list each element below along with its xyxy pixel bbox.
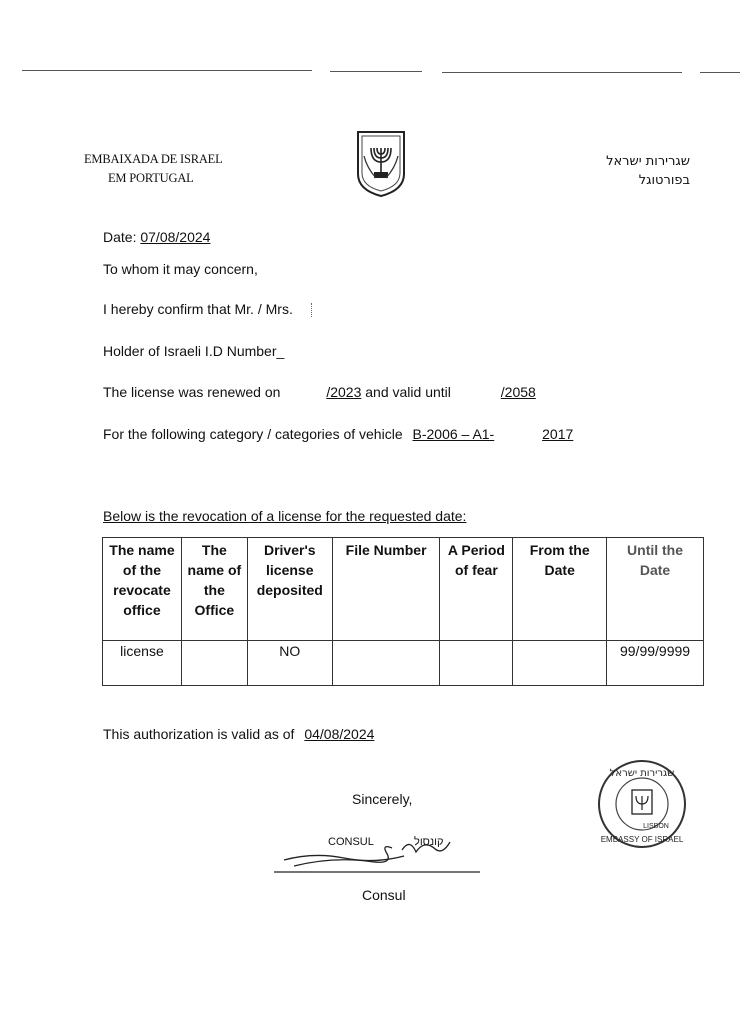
col-header-license-deposited: Driver's license deposited [247, 538, 332, 641]
consul-en-label: CONSUL [328, 836, 374, 848]
embassy-line-2: EM PORTUGAL [108, 171, 194, 185]
confirm-text: I hereby confirm that Mr. / Mrs. [103, 301, 293, 317]
embassy-name-hebrew [606, 152, 690, 190]
col-header-office-name: The name of the Office [181, 538, 247, 641]
authorization-text: This authorization is valid as of [103, 726, 295, 742]
date-line [103, 229, 210, 245]
svg-text:EMBASSY OF ISRAEL: EMBASSY OF ISRAEL [600, 835, 684, 844]
cell-until-date: 99/99/9999 [607, 641, 704, 686]
sincerely: Sincerely, [352, 791, 413, 807]
category-text: For the following category / categories of vehicle [103, 426, 403, 442]
scan-line [700, 72, 740, 73]
renewal-line [103, 384, 536, 400]
col-header-period: A Period of fear [440, 538, 513, 641]
menorah-emblem-icon [354, 128, 408, 198]
scan-line [442, 72, 682, 73]
embassy-hebrew-line-1: שגרירות ישראל [606, 154, 690, 169]
renewed-date: /2023 [326, 384, 362, 400]
revocation-heading: Below is the revocation of a license for the requested date: [103, 508, 467, 524]
valid-until-text: and valid until [365, 384, 451, 400]
category-value: B-2006 – A1- [412, 426, 495, 442]
cell-from-date [513, 641, 607, 686]
svg-text:LISBON: LISBON [643, 823, 669, 830]
col-header-revocate-office: The name of the revocate office [103, 538, 182, 641]
authorization-line [103, 726, 374, 742]
col-header-file-number: File Number [332, 538, 440, 641]
salutation: To whom it may concern, [103, 261, 258, 277]
embassy-name-portuguese [84, 150, 223, 188]
scan-line [22, 70, 312, 71]
embassy-hebrew-line-2: בפורטוגל [638, 173, 690, 188]
table-row [103, 641, 704, 686]
valid-until-date: /2058 [500, 384, 536, 400]
consul-title: Consul [362, 887, 406, 903]
date-label: Date: [103, 229, 137, 245]
category-year: 2017 [542, 426, 574, 442]
revocation-table [102, 537, 704, 686]
consul-he-label: קונסול [414, 836, 444, 848]
embassy-line-1: EMBAIXADA DE ISRAEL [84, 152, 223, 166]
cell-office-name [181, 641, 247, 686]
holder-line: Holder of Israeli I.D Number_ [103, 343, 285, 359]
category-line [103, 426, 573, 442]
cell-file-number [332, 641, 440, 686]
renewed-text: The license was renewed on [103, 384, 281, 400]
embassy-seal-stamp [596, 758, 688, 850]
col-header-from-date: From the Date [513, 538, 607, 641]
cell-revocate-office: license [103, 641, 182, 686]
cell-period [440, 641, 513, 686]
authorization-date: 04/08/2024 [304, 726, 375, 742]
svg-text:שגרירות ישראל: שגרירות ישראל [609, 768, 675, 779]
col-header-until-date: Until the Date [607, 538, 704, 641]
scan-line [330, 71, 422, 72]
signature-icon [274, 830, 484, 878]
table-header-row [103, 538, 704, 641]
confirm-line [103, 301, 312, 317]
date-value: 07/08/2024 [140, 229, 211, 245]
cell-license-deposited: NO [247, 641, 332, 686]
